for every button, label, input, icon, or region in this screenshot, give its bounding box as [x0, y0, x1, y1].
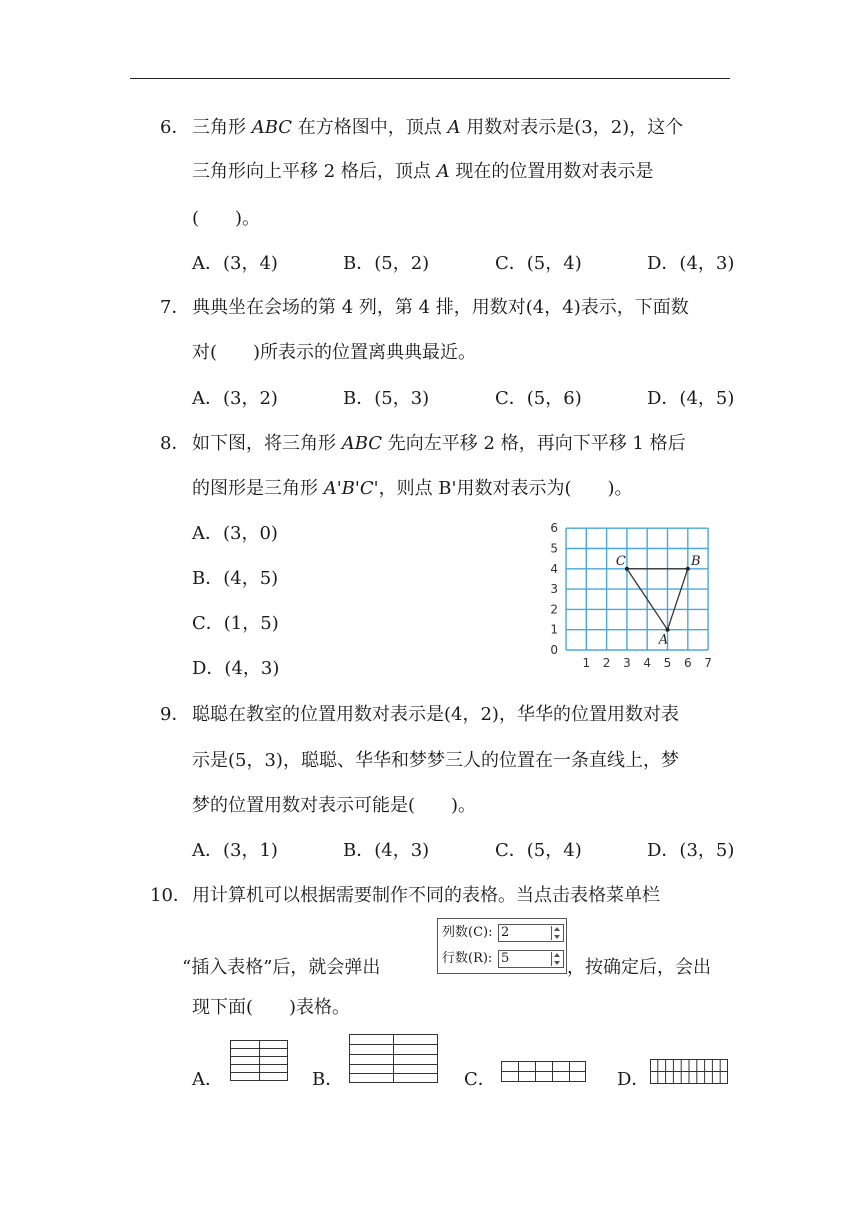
insert-table-dialog [437, 918, 567, 974]
q10-option-a-table[interactable] [230, 1040, 288, 1082]
q7-option-c[interactable]: C．(5，6) [495, 388, 582, 409]
q6-option-b[interactable]: B．(5，2) [343, 253, 430, 274]
y-tick-label: 1 [550, 622, 558, 637]
q7-number: 7． [160, 297, 190, 318]
x-tick-label: 1 [582, 656, 591, 670]
top-rule [130, 78, 730, 79]
q6-number: 6． [160, 117, 190, 138]
q6-line-2: 三角形向上平移 2 格后，顶点 A 现在的位置用数对表示是 [192, 161, 654, 182]
cols-spinner-icon[interactable] [551, 926, 562, 940]
q8-option-a[interactable]: A．(3，0) [192, 523, 278, 544]
q10-option-c-label[interactable]: C． [464, 1069, 496, 1090]
q8-number: 8． [160, 433, 190, 454]
q7-option-b[interactable]: B．(5，3) [343, 388, 430, 409]
y-tick-label: 6 [550, 521, 558, 536]
q9-line-3: 梦的位置用数对表示可能是( )。 [192, 795, 477, 816]
q8-option-b[interactable]: B．(4，5) [192, 568, 279, 589]
q10-option-d-table[interactable] [650, 1059, 730, 1085]
q7-option-a[interactable]: A．(3，2) [192, 388, 278, 409]
y-tick-label: 4 [550, 561, 558, 576]
q9-option-a[interactable]: A．(3，1) [192, 840, 278, 861]
q7-line-2: 对( )所表示的位置离典典最近。 [192, 342, 477, 363]
point-label-a: A [658, 632, 669, 648]
rows-field[interactable]: 5 [498, 950, 564, 968]
y-tick-label: 3 [550, 582, 558, 597]
q10-option-a-label[interactable]: A． [192, 1069, 223, 1090]
q6-line-1: 三角形 ABC 在方格图中，顶点 A 用数对表示是(3，2)，这个 [192, 117, 684, 138]
x-tick-label: 3 [623, 656, 631, 670]
cols-row [442, 923, 564, 943]
q10-line-2a: “插入表格”后，就会弹出 [182, 957, 381, 978]
triangle-abc [627, 569, 688, 630]
q8-line-2: 的图形是三角形 A'B'C'，则点 B'用数对表示为( )。 [192, 478, 633, 499]
q8-option-d[interactable]: D．(4，3) [192, 658, 280, 679]
q10-number: 10． [150, 885, 191, 906]
y-tick-label: 0 [550, 643, 558, 657]
q9-line-2: 示是(5，3)，聪聪、华华和梦梦三人的位置在一条直线上，梦 [192, 750, 679, 771]
q7-option-d[interactable]: D．(4，5) [647, 388, 735, 409]
y-tick-label: 2 [550, 602, 558, 617]
point-label-c: C [615, 553, 626, 569]
q9-line-1: 聪聪在教室的位置用数对表示是(4，2)，华华的位置用数对表 [192, 704, 679, 725]
coordinate-grid-figure [540, 522, 720, 672]
x-tick-label: 7 [704, 656, 712, 670]
q9-option-d[interactable]: D．(3，5) [647, 840, 735, 861]
q6-line-3: ( )。 [192, 208, 261, 229]
q8-option-c[interactable]: C．(1，5) [192, 613, 279, 634]
x-tick-label: 5 [663, 656, 672, 670]
q6-option-d[interactable]: D．(4，3) [647, 253, 735, 274]
q10-option-b-label[interactable]: B． [312, 1069, 344, 1090]
q10-line-2b: ，按确定后，会出 [567, 957, 711, 978]
q9-number: 9． [160, 704, 190, 725]
cols-field[interactable]: 2 [498, 924, 564, 942]
q10-option-d-label[interactable]: D． [617, 1069, 650, 1090]
q6-option-c[interactable]: C．(5，4) [495, 253, 582, 274]
q6-option-a[interactable]: A．(3，4) [192, 253, 278, 274]
q10-option-b-table[interactable] [349, 1034, 439, 1084]
q10-line-1: 用计算机可以根据需要制作不同的表格。当点击表格菜单栏 [192, 885, 660, 906]
x-tick-label: 6 [683, 656, 692, 670]
q8-line-1: 如下图，将三角形 ABC 先向左平移 2 格，再向下平移 1 格后 [192, 433, 686, 454]
q9-option-b[interactable]: B．(4，3) [343, 840, 430, 861]
q7-line-1: 典典坐在会场的第 4 列，第 4 排，用数对(4，4)表示，下面数 [192, 297, 689, 318]
cols-label: 列数(C): [442, 925, 493, 940]
x-tick-label: 2 [602, 656, 611, 670]
rows-row [442, 949, 564, 969]
point-label-b: B [691, 553, 701, 569]
rows-label: 行数(R): [442, 951, 493, 966]
q10-option-c-table[interactable] [501, 1061, 587, 1083]
point-a [666, 628, 670, 632]
rows-spinner-icon[interactable] [551, 952, 562, 966]
x-tick-label: 4 [643, 656, 652, 670]
y-tick-label: 5 [550, 541, 558, 556]
q10-line-3: 现下面( )表格。 [192, 997, 351, 1018]
q9-option-c[interactable]: C．(5，4) [495, 840, 582, 861]
point-b [686, 567, 690, 571]
